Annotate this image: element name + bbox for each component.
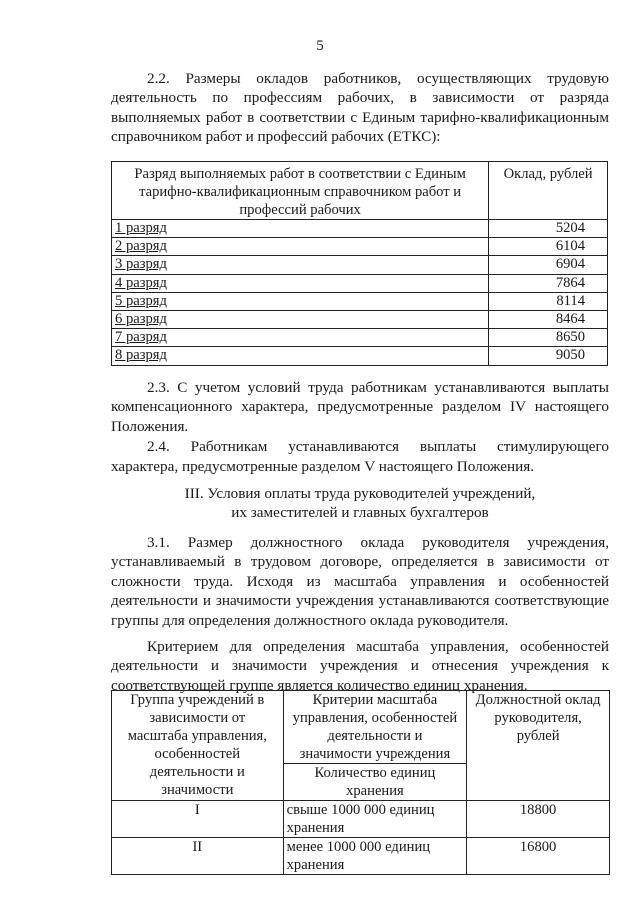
group-cell: I <box>112 801 284 838</box>
table-row <box>112 838 610 875</box>
table-row <box>112 311 608 329</box>
grade-cell: 1 разряд <box>112 220 489 238</box>
paragraph-criteria: Критерием для определения масштаба управления, особенностей деятельности и значимости учреждения и отнесения учреждения к соответствующей группе является количество единиц хранения. <box>111 638 609 694</box>
salary-cell: 6904 <box>489 256 608 274</box>
table-row <box>112 220 608 238</box>
header-storage-units: Количество единиц хранения <box>283 764 467 801</box>
section-3-title <box>111 484 609 523</box>
director-salary-table <box>111 690 610 875</box>
table-row <box>112 292 608 310</box>
salary-cell: 18800 <box>467 801 610 838</box>
salary-cell: 7864 <box>489 274 608 292</box>
paragraph-2-3: 2.3. С учетом условий труда работникам устанавливаются выплаты компенсационного характера, предусмотренные разделом IV настоящего Положения. <box>111 379 609 435</box>
salary-cell: 5204 <box>489 220 608 238</box>
paragraph-2-2 <box>111 69 609 147</box>
worker-salary-table <box>111 161 608 366</box>
header-group: Группа учреждений в зависимости от масштаба управления, особенностей деятельности и значимости <box>112 691 284 801</box>
grade-cell: 2 разряд <box>112 238 489 256</box>
table-row <box>112 238 608 256</box>
table-row <box>112 347 608 365</box>
table-row <box>112 329 608 347</box>
salary-cell: 8464 <box>489 311 608 329</box>
salary-cell: 8114 <box>489 292 608 310</box>
section-3-title-line1: III. Условия оплаты труда руководителей учреждений, <box>184 485 536 502</box>
paragraph-3-1 <box>111 533 609 695</box>
salary-cell: 16800 <box>467 838 610 875</box>
table-row <box>112 274 608 292</box>
grade-cell: 3 разряд <box>112 256 489 274</box>
table-header-row <box>112 162 608 220</box>
grade-cell: 5 разряд <box>112 292 489 310</box>
criteria-cell: менее 1000 000 единиц хранения <box>283 838 467 875</box>
header-salary: Оклад, рублей <box>489 162 608 220</box>
paragraph-2-2-text: 2.2. Размеры окладов работников, осуществляющих трудовую деятельность по профессиям рабочих, в зависимости от разряда выполняемых работ в соответствии с Единым тарифно-квалификационным справочником работ и профессий рабочих (ЕТКС): <box>111 70 609 146</box>
header-director-salary: Должностной оклад руководителя, рублей <box>467 691 610 801</box>
table-row <box>112 256 608 274</box>
table-header-row <box>112 691 610 764</box>
salary-cell: 9050 <box>489 347 608 365</box>
section-3-title-line2: их заместителей и главных бухгалтеров <box>231 504 489 522</box>
paragraph-2-4: 2.4. Работникам устанавливаются выплаты стимулирующего характера, предусмотренные разделом V настоящего Положения. <box>111 438 609 475</box>
table-row <box>112 801 610 838</box>
header-grade: Разряд выполняемых работ в соответствии с Единым тарифно-квалификационным справочником работ и профессий рабочих <box>112 162 489 220</box>
salary-cell: 6104 <box>489 238 608 256</box>
criteria-cell: свыше 1000 000 единиц хранения <box>283 801 467 838</box>
header-criteria: Критерии масштаба управления, особенностей деятельности и значимости учреждения <box>283 691 467 764</box>
paragraphs-2-3-2-4 <box>111 378 609 476</box>
salary-cell: 8650 <box>489 329 608 347</box>
page-number: 5 <box>316 38 324 54</box>
grade-cell: 7 разряд <box>112 329 489 347</box>
paragraph-3-1-text: 3.1. Размер должностного оклада руководителя учреждения, устанавливаемый в трудовом договоре, определяется в зависимости от сложности труда. Исходя из масштаба управления и особенностей деятельности и значимости учреждения устанавливаются соответствующие группы для определения должностного оклада руководителя. <box>111 534 609 629</box>
group-cell: II <box>112 838 284 875</box>
grade-cell: 6 разряд <box>112 311 489 329</box>
grade-cell: 4 разряд <box>112 274 489 292</box>
grade-cell: 8 разряд <box>112 347 489 365</box>
